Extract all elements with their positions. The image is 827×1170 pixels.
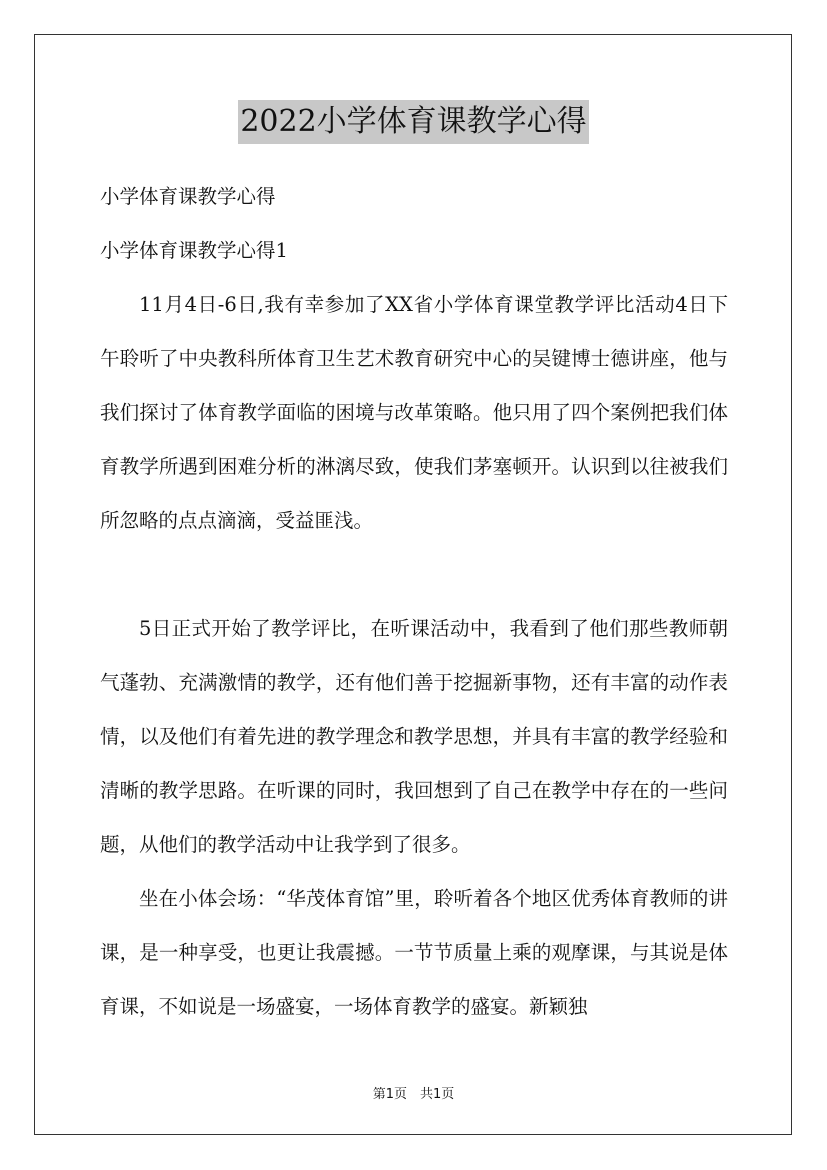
- paragraph-gap: [100, 548, 728, 602]
- page-footer: 第1页 共1页: [372, 1087, 455, 1102]
- paragraph-1: 11月4日-6日,我有幸参加了XX省小学体育课堂教学评比活动4日下午聆听了中央教科所体育卫生艺术教育研究中心的吴键博士德讲座，他与我们探讨了体育教学面临的困境与改革策略。他只用了四个案例把我们体育教学所遇到困难分析的淋漓尽致，使我们茅塞顿开。认识到以往被我们所忽略的点点滴滴，受益匪浅。: [100, 293, 728, 532]
- document-subtitle: 小学体育课教学心得: [100, 185, 276, 208]
- title-container: [0, 100, 827, 144]
- document-body: [100, 170, 728, 1034]
- section-heading: 小学体育课教学心得1: [100, 239, 288, 262]
- document-title: 2022小学体育课教学心得: [238, 100, 588, 144]
- paragraph-2: 5日正式开始了教学评比，在听课活动中，我看到了他们那些教师朝气蓬勃、充满激情的教学，还有他们善于挖掘新事物，还有丰富的动作表情，以及他们有着先进的教学理念和教学思想，并具有丰富的教学经验和清晰的教学思路。在听课的同时，我回想到了自己在教学中存在的一些问题，从他们的教学活动中让我学到了很多。: [100, 617, 728, 856]
- paragraph-3: 坐在小体会场：“华茂体育馆”里，聆听着各个地区优秀体育教师的讲课，是一种享受，也更让我震撼。一节节质量上乘的观摩课，与其说是体育课，不如说是一场盛宴，一场体育教学的盛宴。新颖独: [100, 887, 728, 1018]
